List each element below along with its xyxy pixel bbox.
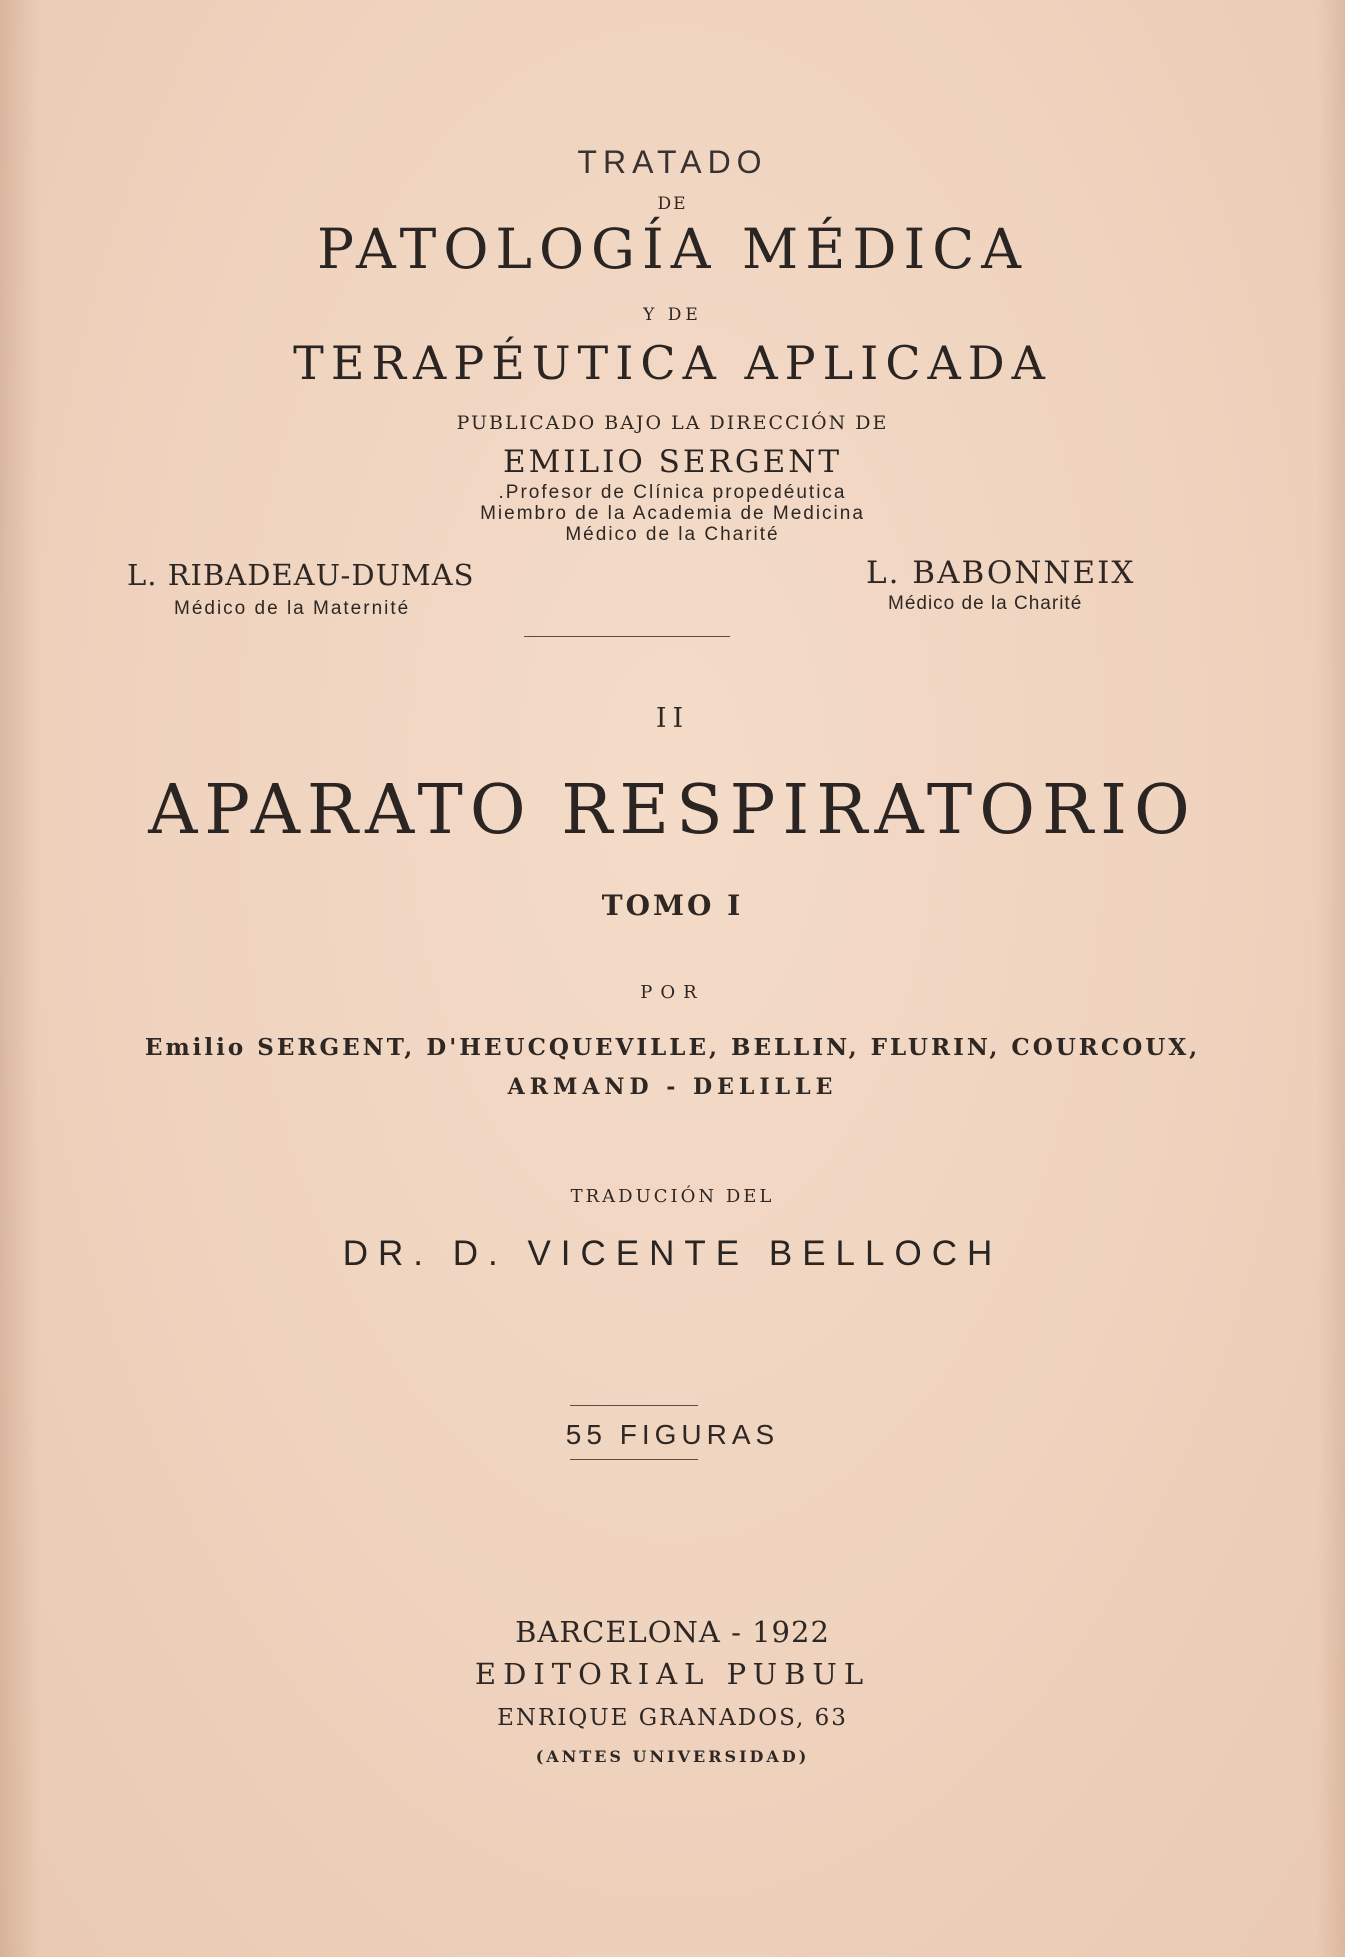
co-editor-name-right: L. BABONNEIX [866, 555, 1136, 591]
volume-title: APARATO RESPIRATORIO [148, 771, 1197, 850]
divider-rule [570, 1459, 698, 1460]
connector-y-de: Y DE [643, 305, 702, 325]
por-label: POR [640, 982, 705, 1003]
series-prefix: TRATADO [577, 144, 768, 180]
director-credential: Médico de la Charité [565, 524, 780, 545]
publisher-address: ENRIQUE GRANADOS, 63 [497, 1705, 848, 1731]
title-line-1: PATOLOGÍA MÉDICA [316, 217, 1028, 281]
co-editor-role-left: Médico de la Maternité [174, 598, 411, 619]
divider-rule [524, 636, 730, 637]
authors-line-1: Emilio SERGENT, D'HEUCQUEVILLE, BELLIN, FLURIN, COURCOUX, [144, 1034, 1201, 1061]
authors-line-2: ARMAND - DELILLE [507, 1074, 838, 1100]
translation-label: TRADUCIÓN DEL [570, 1186, 775, 1207]
divider-rule [570, 1405, 698, 1406]
volume-number: II [655, 703, 690, 734]
director-credential: .Profesor de Clínica propedéutica [498, 482, 847, 503]
co-editor-name-left: L. RIBADEAU-DUMAS [127, 558, 475, 592]
co-editor-role-right: Médico de la Charité [888, 593, 1083, 614]
director-credential: Miembro de la Academia de Medicina [480, 503, 865, 524]
address-note: (ANTES UNIVERSIDAD) [535, 1747, 810, 1766]
direction-line: PUBLICADO BAJO LA DIRECCIÓN DE [456, 412, 889, 434]
tomo-label: TOMO I [601, 889, 744, 922]
figures-count: 55 FIGURAS [565, 1419, 780, 1450]
title-line-2: TERAPÉUTICA APLICADA [293, 336, 1052, 390]
director-name: EMILIO SERGENT [502, 444, 843, 480]
publisher-name: EDITORIAL PUBUL [474, 1657, 871, 1691]
city-year: BARCELONA - 1922 [515, 1615, 830, 1649]
connector-de: DE [657, 194, 688, 214]
translator-name: DR. D. VICENTE BELLOCH [342, 1234, 1003, 1273]
